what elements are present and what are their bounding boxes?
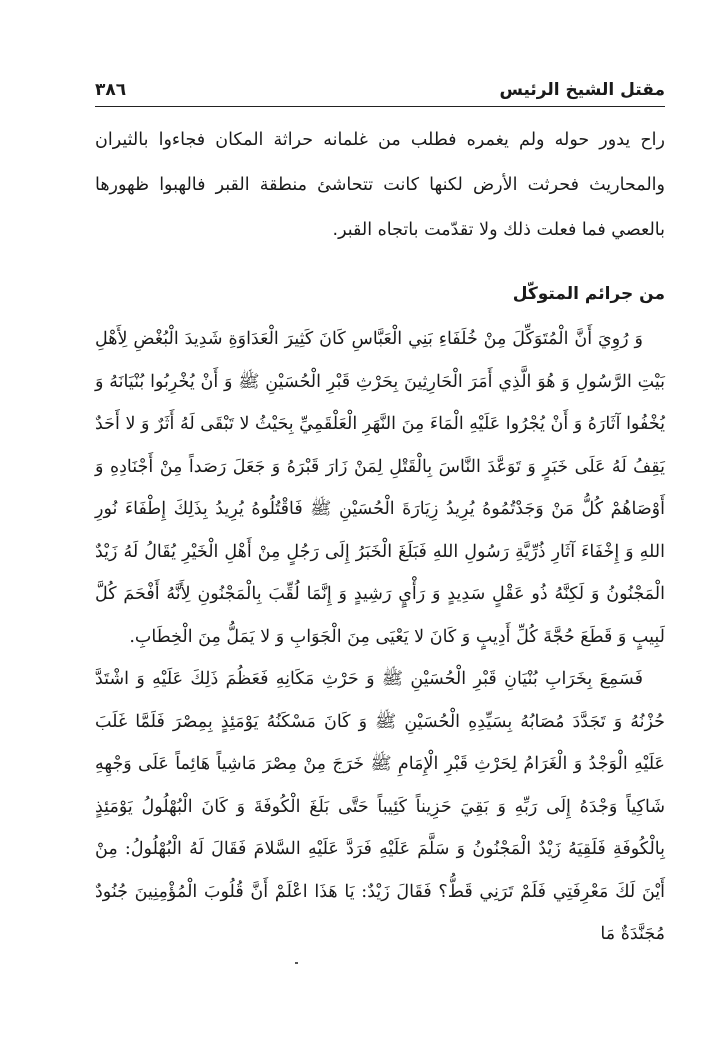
section-heading: من جرائم المتوكّل: [512, 284, 665, 304]
running-title: مقتل الشيخ الرئيس: [499, 80, 665, 100]
footer-dot: [295, 962, 298, 964]
page-header: [95, 60, 665, 107]
intro-paragraph: راح يدور حوله ولم يغمره فطلب من غلمانه حراثة المكان فجاءوا بالثيران والمحاريث فحرثت الأرض لكنها كانت تتحاشئ منطقة القبر فالهبوا ظهورها بالعصي فما فعلت ذلك ولا تقدّمت باتجاه القبر.: [95, 130, 665, 240]
narration-text: [95, 318, 665, 956]
paragraph-mutawakkil: وَ رُوِيَ أَنَّ الْمُتَوَكِّلَ مِنْ خُلَفَاءِ بَنِي الْعَبَّاسِ كَانَ كَثِيرَ الْعَدَاوَةِ شَدِيدَ الْبُغْضِ لِأَهْلِ بَيْتِ الرَّسُولِ وَ هُوَ الَّذِي أَمَرَ الْحَارِثِينَ بِحَرْثِ قَبْرِ الْحُسَيْنِ ﷺ وَ أَنْ يُخْرِبُوا بُنْيَانَهُ وَ يُخْفُوا آثَارَهُ وَ أَنْ يُجْرُوا عَلَيْهِ الْمَاءَ مِنَ النَّهَرِ الْعَلْقَمِيِّ بِحَيْثُ لا تَبْقَى لَهُ أَثَرٌ وَ لا أَحَدٌ يَقِفُ لَهُ عَلَى خَبَرٍ وَ تَوَعَّدَ النَّاسَ بِالْقَتْلِ لِمَنْ زَارَ قَبْرَهُ وَ جَعَلَ رَصَداً مِنْ أَجْنَادِهِ وَ أَوْصَاهُمْ كُلُّ مَنْ وَجَدْتُمُوهُ يُرِيدُ زِيَارَةَ الْحُسَيْنِ ﷺ فَاقْتُلُوهُ يُرِيدُ بِذَلِكَ إِطْفَاءَ نُورِ اللهِ وَ إِخْفَاءَ آثَارِ ذُرِّيَّةِ رَسُولِ اللهِ فَبَلَغَ الْخَبَرُ إِلَى رَجُلٍ مِنْ أَهْلِ الْخَيْرِ يُقَالُ لَهُ زَيْدٌ الْمَجْنُونُ وَ لَكِنَّهُ ذُو عَقْلٍ سَدِيدٍ وَ رَأْيٍ رَشِيدٍ وَ إِنَّمَا لُقِّبَ بِالْمَجْنُونِ لِأَنَّهُ أَفْحَمَ كُلَّ لَبِيبٍ وَ قَطَعَ حُجَّةَ كُلِّ أَدِيبٍ وَ كَانَ لا يَعْيَى مِنَ الْجَوَابِ وَ لا يَمَلُّ مِنَ الْخِطَابِ.: [95, 329, 665, 647]
page-number: ٣٨٦: [95, 80, 127, 100]
paragraph-zayd: فَسَمِعَ بِخَرَابِ بُنْيَانِ قَبْرِ الْحُسَيْنِ ﷺ وَ حَرْثِ مَكَانِهِ فَعَظُمَ ذَلِكَ عَلَيْهِ وَ اشْتَدَّ حُزْنُهُ وَ تَجَدَّدَ مُصَابُهُ بِسَيِّدِهِ الْحُسَيْنِ ﷺ وَ كَانَ مَسْكَنُهُ يَوْمَئِذٍ بِمِصْرَ فَلَمَّا غَلَبَ عَلَيْهِ الْوَجْدُ وَ الْغَرَامُ لِحَرْثِ قَبْرِ الْإِمَامِ ﷺ خَرَجَ مِنْ مِصْرَ مَاشِياً هَائِماً عَلَى وَجْهِهِ شَاكِياً وَجْدَهُ إِلَى رَبِّهِ وَ بَقِيَ حَزِيناً كَئِيباً حَتَّى بَلَغَ الْكُوفَةَ وَ كَانَ الْبُهْلُولُ يَوْمَئِذٍ بِالْكُوفَةِ فَلَقِيَهُ زَيْدٌ الْمَجْنُونُ وَ سَلَّمَ عَلَيْهِ فَرَدَّ عَلَيْهِ السَّلامَ فَقَالَ لَهُ الْبُهْلُولُ: مِنْ أَيْنَ لَكَ مَعْرِفَتِي فَلَمْ تَرَنِي قَطُّ؟ فَقَالَ زَيْدٌ: يَا هَذَا اعْلَمْ أَنَّ قُلُوبَ الْمُؤْمِنِينَ جُنُودٌ مُجَنَّدَةٌ مَا: [95, 669, 665, 944]
